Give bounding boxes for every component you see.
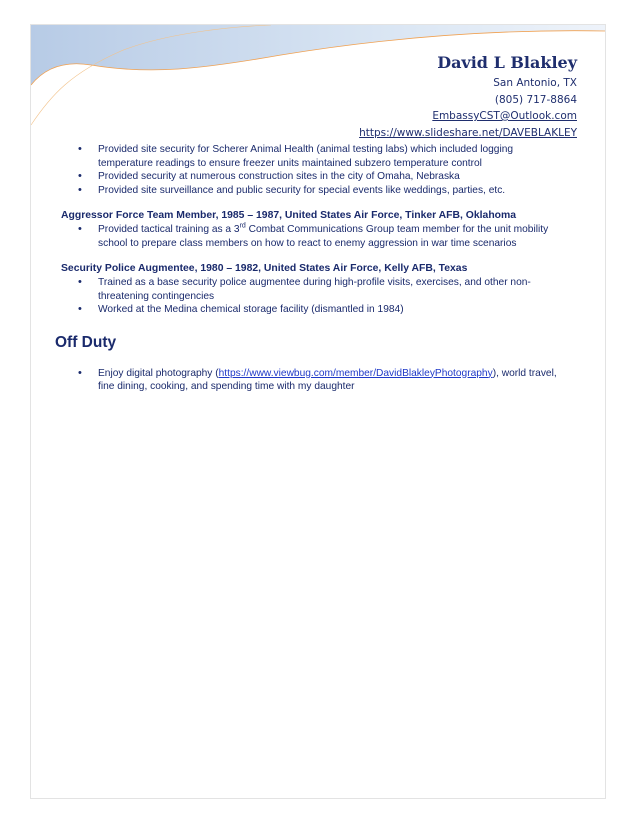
job-title: Aggressor Force Team Member, 1985 – 1987, United States Air Force, Tinker AFB, Oklahoma [61,210,517,221]
location: San Antonio, TX [493,77,577,89]
off-duty-bullet-list [31,367,606,394]
list-item: • Provided security at numerous construction sites in the city of Omaha, Nebraska [78,170,460,182]
contact-block [359,53,577,141]
resume-page [30,24,606,799]
list-item: • Worked at the Medina chemical storage facility (dismantled in 1984) [78,303,404,315]
bullet-icon: • [78,170,82,182]
phone-number: (805) 717-8864 [494,93,577,106]
intro-bullet-list [31,143,606,197]
job-bullet-list [31,223,606,250]
bullet-icon: • [78,276,82,288]
bullet-icon: • [78,303,82,315]
job-bullet-list [31,276,606,317]
list-item: • Provided tactical training as a 3rd Combat Communications Group team member for the unit mobility school to prepare class members on how to react to enemy aggression in war time scenarios [78,222,549,249]
email-link[interactable]: EmbassyCST@Outlook.com [432,110,577,122]
candidate-name: David L Blakley [437,53,577,72]
bullet-icon: • [78,223,82,235]
bullet-icon: • [78,183,82,196]
list-item: • Provided site surveillance and public security for special events like weddings, parties, etc. [78,183,506,196]
bullet-icon: • [78,366,82,379]
section-heading-off-duty: Off Duty [55,333,117,351]
list-item: • Enjoy digital photography (https://www.viewbug.com/member/DavidBlakleyPhotography), world travel, fine dining, cooking, and spending time with my daughter [78,366,557,392]
job-title: Security Police Augmentee, 1980 – 1982, United States Air Force, Kelly AFB, Texas [61,263,468,274]
bullet-icon: • [78,143,82,155]
resume-body [31,143,606,394]
list-item: • Trained as a base security police augmentee during high-profile visits, exercises, and other non-threatening contingencies [78,276,531,302]
photography-link[interactable]: https://www.viewbug.com/member/DavidBlakleyPhotography [218,367,493,379]
website-link[interactable]: https://www.slideshare.net/DAVEBLAKLEY [359,126,577,139]
list-item: • Provided site security for Scherer Animal Health (animal testing labs) which included logging temperature readings to ensure freezer units maintained subzero temperature control [78,143,514,169]
